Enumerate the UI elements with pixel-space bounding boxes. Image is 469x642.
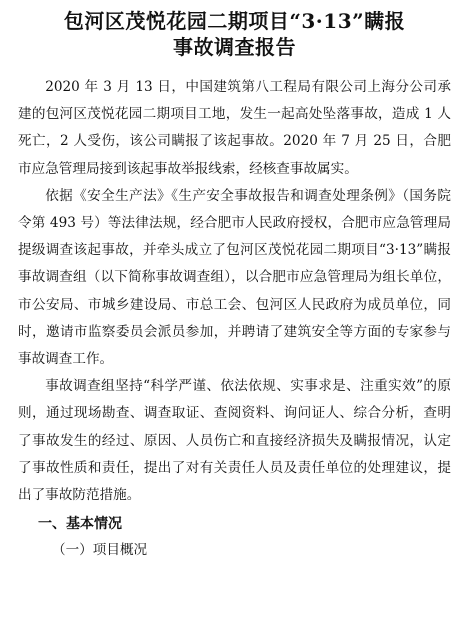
title-line-1: 包河区茂悦花园二期项目“3·13”瞒报 bbox=[63, 9, 406, 33]
section-heading-basic-info: 一、基本情况 bbox=[38, 516, 122, 533]
sub-heading-project-overview: （一）项目概况 bbox=[52, 542, 148, 559]
paragraph-investigation-basis: 依据《安全生产法》《生产安全事故报告和调查处理条例》（国务院令第 493 号）等法律法规，经合肥市人民政府授权，合肥市应急管理局提级调查该起事故，并牵头成立了包河区茂悦花园二期项目“3·13”瞒报事故调查组（以下简称事故调查组），以合肥市应急管理局为组长单位，市公安局、市城乡建设局、市总工会、包河区人民政府为成员单位，同时，邀请市监察委员会派员参加，并聘请了建筑安全等方面的专家参与事故调查工作。 bbox=[18, 187, 451, 368]
document-body bbox=[18, 74, 451, 563]
document-title bbox=[18, 8, 451, 60]
paragraph-investigation-principles: 事故调查组坚持“科学严谨、依法依规、实事求是、注重实效”的原则，通过现场勘查、调查取证、查阅资料、询问证人、综合分析，查明了事故发生的经过、原因、人员伤亡和直接经济损失及瞒报情况，认定了事故性质和责任，提出了对有关责任人员及责任单位的处理建议，提出了事故防范措施。 bbox=[18, 378, 451, 504]
paragraph-accident-summary: 2020 年 3 月 13 日，中国建筑第八工程局有限公司上海分公司承建的包河区茂悦花园二期项目工地，发生一起高处坠落事故，造成 1 人死亡，2 人受伤，该公司瞒报了该起事故。2020 年 7 月 25 日，合肥市应急管理局接到该起事故举报线索，经核查事故属实。 bbox=[18, 79, 451, 177]
title-line-2: 事故调查报告 bbox=[173, 35, 296, 59]
